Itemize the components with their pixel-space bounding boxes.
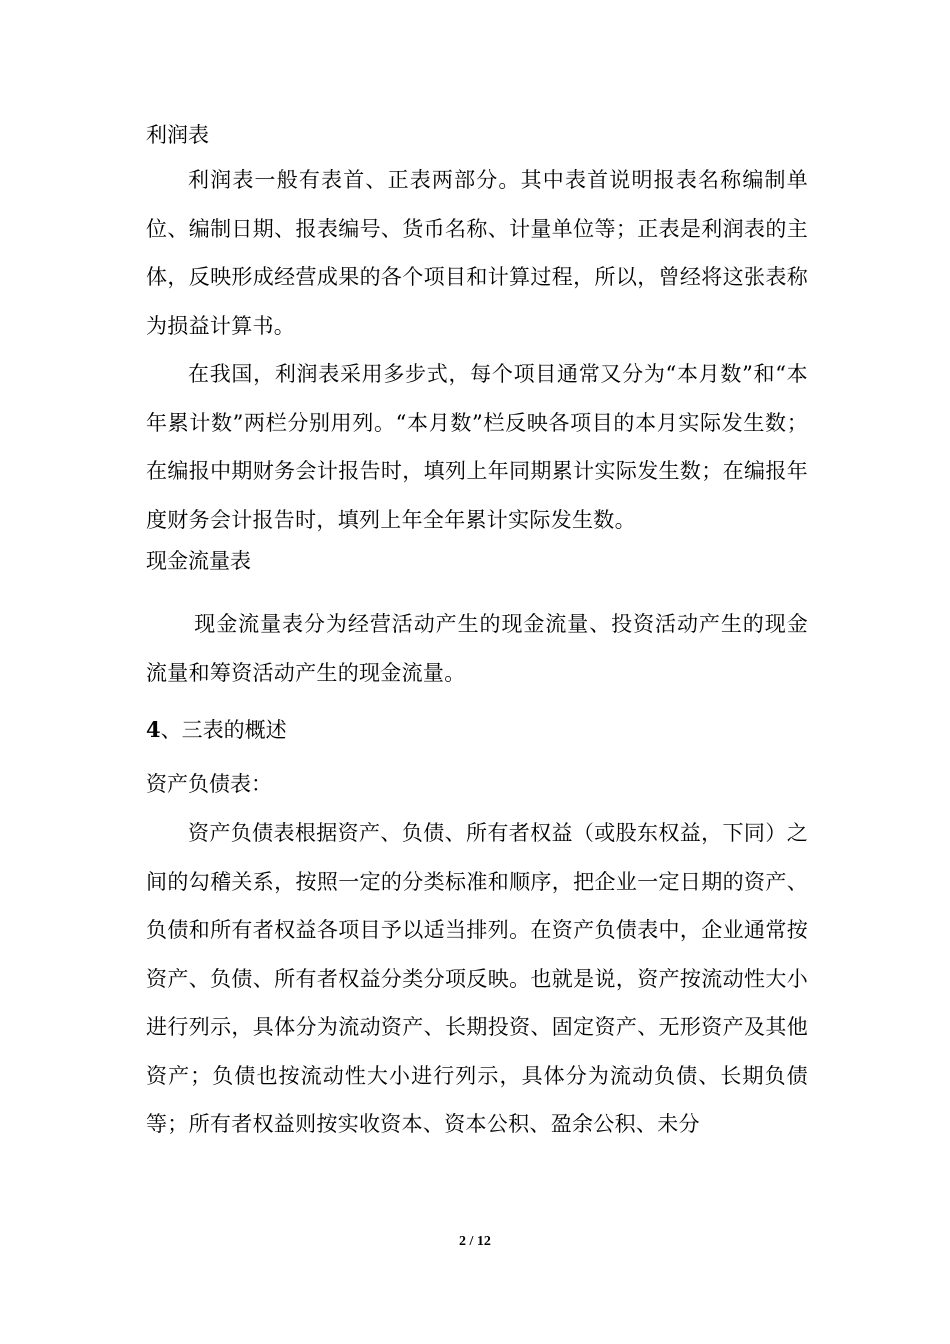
section-number: 4: [146, 717, 161, 742]
paragraph-balance-sheet: 资产负债表根据资产、负债、所有者权益（或股东权益，下同）之间的勾稽关系，按照一定的分类标准和顺序，把企业一定日期的资产、负债和所有者权益各项目予以适当排列。在资产负债表中，企业通常按资产、负债、所有者权益分类分项反映。也就是说，资产按流动性大小进行列示，具体分为流动资产、长期投资、固定资产、无形资产及其他资产；负债也按流动性大小进行列示，具体分为流动负债、长期负债等；所有者权益则按实收资本、资本公积、盈余公积、未分: [146, 821, 808, 1136]
paragraph-profit-structure: 利润表一般有表首、正表两部分。其中表首说明报表名称编制单位、编制日期、报表编号、货币名称、计量单位等；正表是利润表的主体，反映形成经营成果的各个项目和计算过程，所以，曾经将这张表称为损益计算书。: [146, 168, 808, 338]
section-title: 、三表的概述: [160, 718, 287, 742]
section-heading: [146, 713, 808, 747]
heading-profit-statement: 利润表: [146, 123, 209, 147]
paragraph-cash-flow: 现金流量表分为经营活动产生的现金流量、投资活动产生的现金流量和筹资活动产生的现金流量。: [146, 612, 808, 685]
document-body: [146, 118, 808, 1149]
paragraph-profit-format: 在我国，利润表采用多步式，每个项目通常又分为“本月数”和“本年累计数”两栏分别用列。“本月数”栏反映各项目的本月实际发生数；在编报中期财务会计报告时，填列上年同期累计实际发生数；在编报年度财务会计报告时，填列上年全年累计实际发生数。: [146, 362, 808, 532]
heading-balance-sheet: 资产负债表：: [146, 772, 272, 796]
heading-cash-flow-statement: 现金流量表: [146, 549, 251, 573]
page-number: 2 / 12: [459, 1234, 491, 1249]
